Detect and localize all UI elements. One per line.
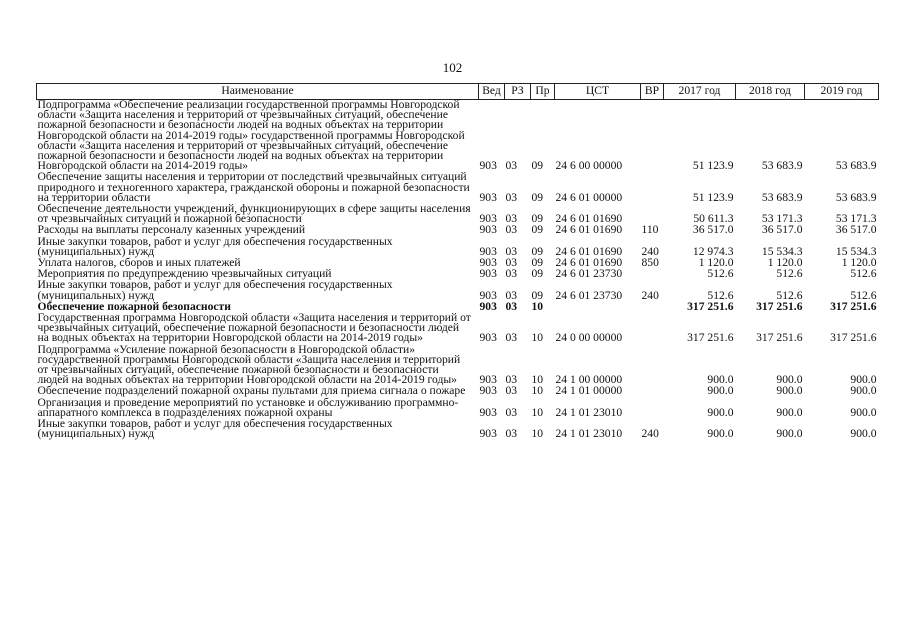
cell-cst: 24 6 01 23730 (555, 267, 623, 281)
cell-pr: 10 (531, 384, 544, 398)
cell-name: Мероприятия по предупреждению чрезвычайных ситуаций (37, 267, 332, 281)
cell-name: Иные закупки товаров, работ и услуг для обеспечения государственных (муниципальных) нужд (37, 278, 393, 302)
cell-2018: 512.6 (776, 288, 803, 302)
cell-2019: 900.0 (850, 373, 877, 387)
cell-vr: 240 (641, 427, 659, 441)
cell-name: Обеспечение пожарной безопасности (37, 299, 231, 313)
cell-rz: 03 (505, 384, 518, 398)
cell-2017: 1 120.0 (698, 256, 734, 270)
cell-cst: 24 1 00 00000 (555, 373, 623, 387)
cell-pr: 09 (531, 256, 544, 270)
cell-vr: 850 (641, 256, 659, 270)
cell-ved: 903 (479, 288, 497, 302)
cell-2017: 512.6 (707, 288, 734, 302)
header-pr: Пр (531, 84, 555, 100)
cell-vr (641, 100, 664, 173)
table-row (37, 280, 879, 301)
cell-2017: 900.0 (707, 427, 734, 441)
page-number: 102 (442, 60, 463, 75)
cell-name: Обеспечение подразделений пожарной охраны пультами для приема сигнала о пожаре (37, 384, 466, 398)
table-row (37, 345, 879, 387)
cell-rz: 03 (505, 256, 518, 270)
cell-2017: 36 517.0 (692, 223, 734, 237)
cell-name: Иные закупки товаров, работ и услуг для обеспечения государственных (муниципальных) нужд (37, 234, 393, 258)
cell-pr: 09 (531, 159, 544, 173)
cell-ved: 903 (479, 331, 497, 345)
cell-cst (555, 302, 641, 313)
header-2017: 2017 год (664, 84, 736, 100)
cell-2019: 53 171.3 (835, 212, 877, 226)
cell-rz: 03 (505, 244, 518, 258)
cell-2019: 53 683.9 (835, 190, 877, 204)
cell-2017: 12 974.3 (692, 244, 734, 258)
cell-2019: 900.0 (850, 427, 877, 441)
cell-name: Расходы на выплаты персоналу казенных учреждений (37, 223, 306, 237)
cell-2018: 1 120.0 (767, 256, 803, 270)
cell-2018: 900.0 (776, 405, 803, 419)
cell-vr (641, 302, 664, 313)
cell-2019: 317 251.6 (830, 331, 877, 345)
cell-vr (641, 269, 664, 280)
cell-cst: 24 6 01 00000 (555, 190, 623, 204)
cell-2018: 900.0 (776, 373, 803, 387)
cell-name: Государственная программа Новгородской области «Защита населения и территорий от чрезвычайных ситуаций, обеспечение пожарной безопасности и безопасности людей на водных объектах на территории Новгородской области на 2014-2019 годы» (37, 311, 471, 345)
cell-cst: 24 6 00 00000 (555, 159, 623, 173)
cell-cst: 24 6 01 01690 (555, 244, 623, 258)
cell-vr: 240 (641, 288, 659, 302)
header-2019: 2019 год (805, 84, 879, 100)
cell-pr: 10 (531, 299, 544, 313)
cell-rz: 03 (505, 288, 518, 302)
header-2018: 2018 год (736, 84, 805, 100)
cell-ved: 903 (479, 373, 497, 387)
cell-ved: 903 (479, 299, 497, 313)
cell-name: Подпрограмма «Усиление пожарной безопасности в Новгородской области» государственной программы Новгородской области «Защита населения и территорий от чрезвычайных ситуаций, обеспечение пожарной безопасности и безопасности людей на водных объектах на территории Новгородской области на 2014-2019 годы» (37, 342, 461, 387)
cell-ved: 903 (479, 427, 497, 441)
cell-rz: 03 (505, 427, 518, 441)
cell-2017: 900.0 (707, 373, 734, 387)
cell-rz: 03 (505, 373, 518, 387)
cell-rz: 03 (505, 299, 518, 313)
cell-2017: 900.0 (707, 405, 734, 419)
cell-2019: 512.6 (850, 267, 877, 281)
cell-cst: 24 1 01 23010 (555, 405, 623, 419)
cell-2019: 1 120.0 (841, 256, 877, 270)
cell-rz: 03 (505, 212, 518, 226)
cell-2017: 51 123.9 (692, 190, 734, 204)
header-vr: ВР (641, 84, 664, 100)
cell-vr (641, 398, 664, 419)
cell-vr (641, 386, 664, 397)
cell-vr: 240 (641, 244, 659, 258)
cell-rz: 03 (505, 223, 518, 237)
cell-2018: 36 517.0 (761, 223, 803, 237)
cell-name: Подпрограмма «Обеспечение реализации государственной программы Новгородской области «Защита населения и территорий от чрезвычайных ситуаций, обеспечение пожарной безопасности и безопасности людей на водных объектах на территории Новгородской области на 2014-2019 годы» государственной программы Новгородской области «Защита населения и территорий от чрезвычайных ситуаций, обеспечение пожарной безопасности и безопасности людей на водных объектах на территории Новгородской области на 2014-2019 годы» (37, 98, 465, 173)
cell-2019: 512.6 (850, 288, 877, 302)
cell-cst: 24 1 01 00000 (555, 384, 623, 398)
cell-name: Обеспечение защиты населения и территории от последствий чрезвычайных ситуаций природного и техногенного характера, гражданской обороны и пожарной безопасности на территории области (37, 170, 470, 204)
cell-2019: 900.0 (850, 405, 877, 419)
table-row (37, 100, 879, 173)
cell-2019: 15 534.3 (835, 244, 877, 258)
cell-2019: 317 251.6 (830, 299, 877, 313)
cell-2018: 317 251.6 (756, 299, 803, 313)
cell-pr: 09 (531, 212, 544, 226)
cell-ved: 903 (479, 212, 497, 226)
cell-ved: 903 (479, 256, 497, 270)
header-name: Наименование (37, 84, 479, 100)
cell-ved: 903 (479, 267, 497, 281)
cell-name: Уплата налогов, сборов и иных платежей (37, 256, 241, 270)
cell-pr: 09 (531, 288, 544, 302)
cell-2018: 900.0 (776, 384, 803, 398)
cell-vr (641, 204, 664, 225)
cell-2018: 512.6 (776, 267, 803, 281)
cell-rz: 03 (505, 405, 518, 419)
cell-cst: 24 6 01 01690 (555, 223, 623, 237)
cell-ved: 903 (479, 405, 497, 419)
cell-2018: 317 251.6 (756, 331, 803, 345)
cell-ved: 903 (479, 384, 497, 398)
cell-rz: 03 (505, 159, 518, 173)
cell-cst: 24 6 01 01690 (555, 256, 623, 270)
table-row (37, 398, 879, 419)
cell-2018: 53 683.9 (761, 190, 803, 204)
cell-pr: 10 (531, 373, 544, 387)
cell-ved: 903 (479, 159, 497, 173)
cell-2017: 51 123.9 (692, 159, 734, 173)
cell-name: Организация и проведение мероприятий по установке и обслуживанию программно-аппаратного комплекса в подразделениях пожарной охраны (37, 395, 459, 419)
cell-pr: 09 (531, 267, 544, 281)
table-row (37, 237, 879, 258)
table-row (37, 204, 879, 225)
cell-cst: 24 0 00 00000 (555, 331, 623, 345)
cell-2019: 900.0 (850, 384, 877, 398)
cell-ved: 903 (479, 190, 497, 204)
cell-cst: 24 6 01 23730 (555, 288, 623, 302)
cell-2017: 317 251.6 (687, 299, 734, 313)
cell-vr (641, 345, 664, 387)
cell-cst: 24 1 01 23010 (555, 427, 623, 441)
cell-2019: 36 517.0 (835, 223, 877, 237)
cell-pr: 09 (531, 223, 544, 237)
cell-pr: 10 (531, 405, 544, 419)
cell-rz: 03 (505, 331, 518, 345)
header-rz: РЗ (505, 84, 531, 100)
table-row (37, 419, 879, 440)
cell-2017: 900.0 (707, 384, 734, 398)
budget-table (36, 83, 879, 441)
header-ved: Вед (479, 84, 505, 100)
cell-2018: 53 171.3 (761, 212, 803, 226)
cell-ved: 903 (479, 244, 497, 258)
cell-ved: 903 (479, 223, 497, 237)
header-cst: ЦСТ (555, 84, 641, 100)
cell-vr (641, 313, 664, 345)
cell-2018: 53 683.9 (761, 159, 803, 173)
cell-rz: 03 (505, 190, 518, 204)
cell-pr: 09 (531, 244, 544, 258)
cell-2018: 15 534.3 (761, 244, 803, 258)
cell-vr (641, 172, 664, 204)
table-body (37, 100, 879, 441)
cell-cst: 24 6 01 01690 (555, 212, 623, 226)
cell-name: Иные закупки товаров, работ и услуг для обеспечения государственных (муниципальных) нужд (37, 417, 393, 441)
cell-vr: 110 (641, 223, 659, 237)
cell-rz: 03 (505, 267, 518, 281)
cell-2019: 53 683.9 (835, 159, 877, 173)
cell-2018: 900.0 (776, 427, 803, 441)
cell-name: Обеспечение деятельности учреждений, функционирующих в сфере защиты населения от чрезвычайных ситуаций и пожарной безопасности (37, 202, 471, 226)
table-row (37, 313, 879, 345)
cell-2017: 512.6 (707, 267, 734, 281)
cell-pr: 09 (531, 190, 544, 204)
cell-pr: 10 (531, 427, 544, 441)
cell-2017: 50 611.3 (693, 212, 734, 226)
cell-2017: 317 251.6 (687, 331, 734, 345)
table-row (37, 172, 879, 204)
cell-pr: 10 (531, 331, 544, 345)
